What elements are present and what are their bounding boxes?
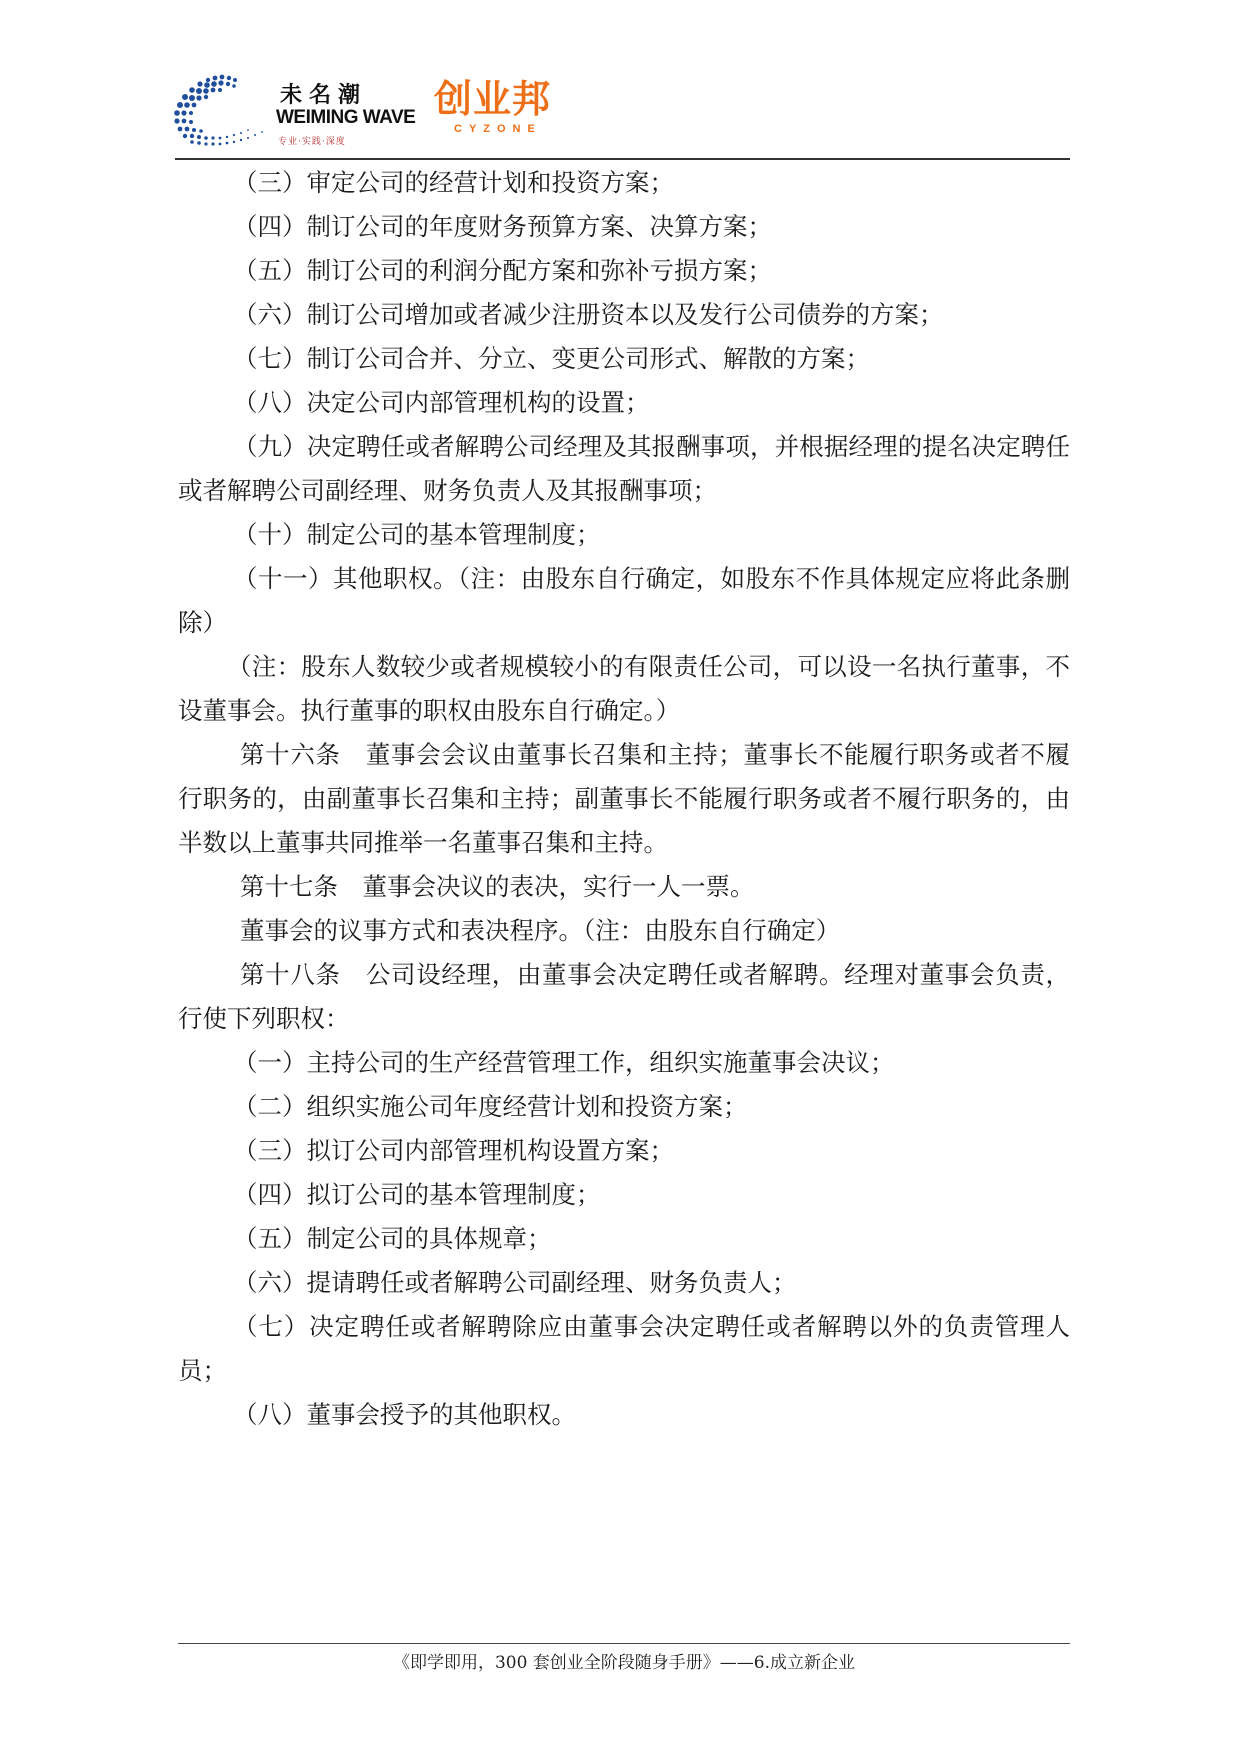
list-item: （一）主持公司的生产经营管理工作，组织实施董事会决议；: [233, 1048, 895, 1077]
article-paragraph: 第十八条 公司设经理，由董事会决定聘任或者解聘。经理对董事会负责，行使下列职权：: [178, 960, 1070, 1033]
list-item: （三）拟订公司内部管理机构设置方案；: [233, 1136, 674, 1165]
list-item: （七）制订公司合并、分立、变更公司形式、解散的方案；: [233, 344, 870, 373]
list-item: （五）制订公司的利润分配方案和弥补亏损方案；: [233, 256, 772, 285]
list-item: （七）决定聘任或者解聘除应由董事会决定聘任或者解聘以外的负责管理人员；: [178, 1312, 1070, 1385]
document-body: [178, 161, 1070, 1437]
header-divider: [175, 158, 1070, 160]
list-item: （三）审定公司的经营计划和投资方案；: [233, 168, 674, 197]
list-item: （六）提请聘任或者解聘公司副经理、财务负责人；: [233, 1268, 797, 1297]
note-paragraph: （注：股东人数较少或者规模较小的有限责任公司，可以设一名执行董事，不设董事会。执行董事的职权由股东自行确定。）: [178, 652, 1070, 725]
list-item: （五）制定公司的具体规章；: [233, 1224, 552, 1253]
brand-tagline: 专业·实践·深度: [278, 137, 346, 147]
list-item: （八）董事会授予的其他职权。: [233, 1400, 576, 1429]
brand-name-en: WEIMING WAVE: [276, 107, 416, 128]
list-item: （二）组织实施公司年度经营计划和投资方案；: [233, 1092, 748, 1121]
list-item: （十）制定公司的基本管理制度；: [233, 520, 601, 549]
list-item: （十一）其他职权。（注：由股东自行确定，如股东不作具体规定应将此条删除）: [178, 564, 1070, 637]
page-header: [170, 62, 1070, 158]
article-paragraph: 第十六条 董事会会议由董事长召集和主持；董事长不能履行职务或者不履行职务的，由副董事长召集和主持；副董事长不能履行职务或者不履行职务的，由半数以上董事共同推举一名董事召集和主持。: [178, 740, 1070, 857]
weiming-wave-logo-icon: [170, 72, 280, 150]
list-item: （四）制订公司的年度财务预算方案、决算方案；: [233, 212, 772, 241]
list-item: （八）决定公司内部管理机构的设置；: [233, 388, 650, 417]
list-item: （四）拟订公司的基本管理制度；: [233, 1180, 601, 1209]
body-paragraph: 董事会的议事方式和表决程序。（注：由股东自行确定）: [240, 916, 841, 945]
article-paragraph: 第十七条 董事会决议的表决，实行一人一票。: [240, 872, 755, 901]
page-footer: 《即学即用，300 套创业全阶段随身手册》——6.成立新企业: [392, 1653, 856, 1673]
list-item: （九）决定聘任或者解聘公司经理及其报酬事项，并根据经理的提名决定聘任或者解聘公司副经理、财务负责人及其报酬事项；: [178, 432, 1070, 505]
brand-name-cn: 未名潮: [280, 83, 368, 108]
list-item: （六）制订公司增加或者减少注册资本以及发行公司债券的方案；: [233, 300, 944, 329]
footer-divider: [178, 1643, 1070, 1644]
partner-logo-cn: 创业邦: [434, 77, 552, 121]
partner-logo-en: CYZONE: [454, 123, 542, 135]
